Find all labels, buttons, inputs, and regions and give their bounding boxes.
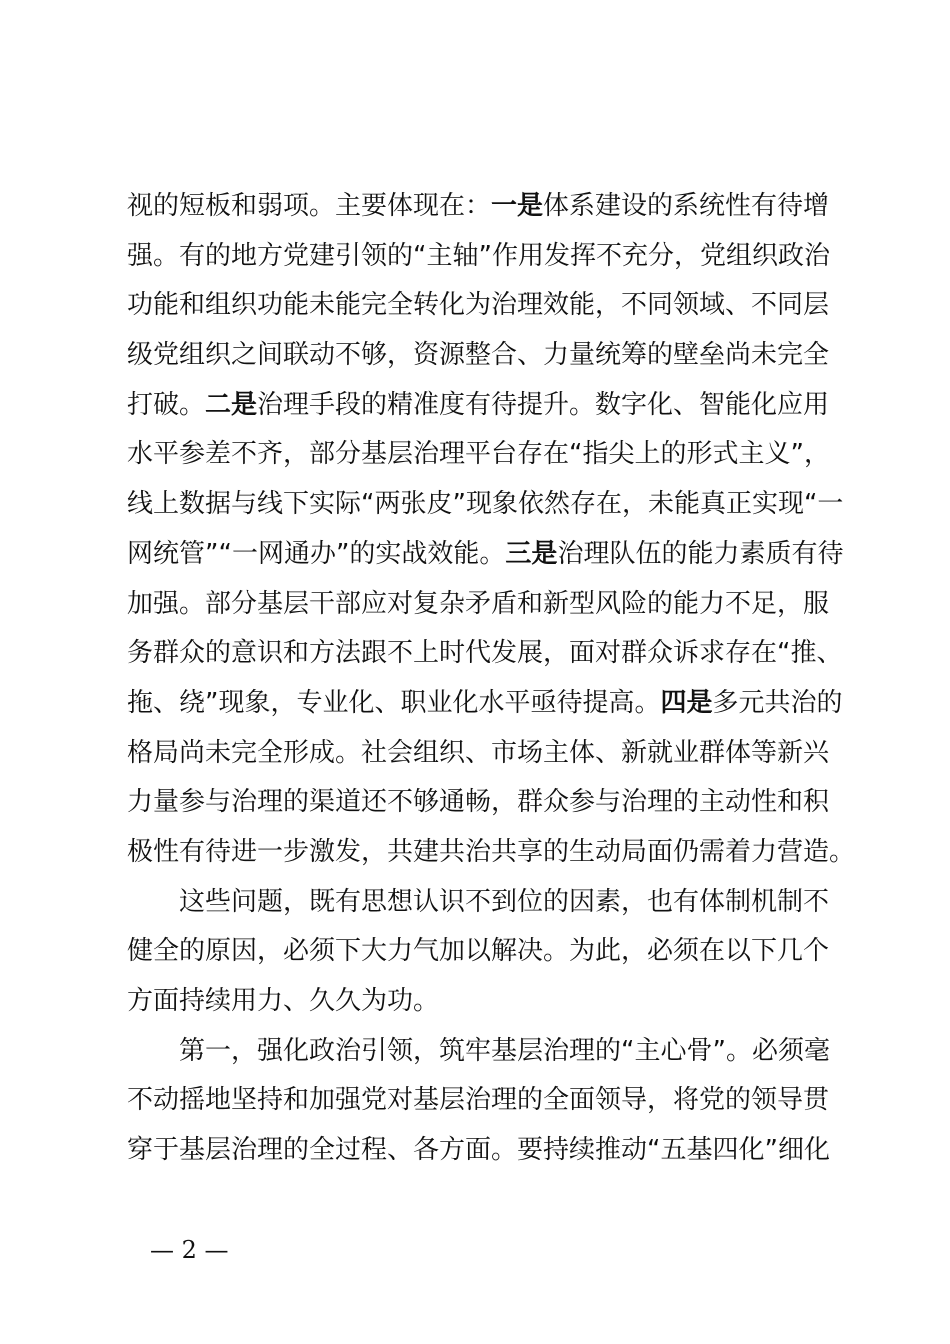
text-segment: 水平参差不齐，部分基层治理平台存在“指尖上的形式主义”， <box>127 439 830 470</box>
text-line <box>127 480 844 530</box>
bold-text-segment: 一是 <box>491 191 544 221</box>
text-segment: 第一，强化政治引领，筑牢基层治理的“主心骨”。必须毫 <box>179 1035 830 1066</box>
page-number: — 2 — <box>150 1236 229 1264</box>
bold-text-segment: 四是 <box>660 687 713 718</box>
bold-text-segment: 三是 <box>505 538 558 569</box>
text-segment: 功能和组织功能未能完全转化为治理效能，不同领域、不同层 <box>127 290 830 321</box>
text-segment: 网统管”“一网通办”的实战效能。 <box>127 538 506 569</box>
text-segment: 强。有的地方党建引领的“主轴”作用发挥不充分，党组织政治 <box>127 240 830 271</box>
text-line <box>127 430 833 480</box>
text-segment: 级党组织之间联动不够，资源整合、力量统筹的壁垒尚未完全 <box>127 340 830 371</box>
text-segment: 体系建设的系统性有待增 <box>543 191 830 221</box>
text-line <box>127 927 833 977</box>
text-line <box>127 778 833 828</box>
document-body <box>127 182 856 1176</box>
text-line <box>127 281 833 331</box>
text-segment: 加强。部分基层干部应对复杂矛盾和新型风险的能力不足，服 <box>127 588 830 619</box>
text-line <box>127 182 833 232</box>
text-line <box>127 530 844 580</box>
text-segment: 健全的原因，必须下大力气加以解决。为此，必须在以下几个 <box>127 936 830 967</box>
text-segment: 视的短板和弱项。主要体现在： <box>127 191 492 221</box>
text-segment: 方面持续用力、久久为功。 <box>127 986 440 1016</box>
text-line <box>127 629 843 679</box>
text-segment: 治理手段的精准度有待提升。数字化、智能化应用 <box>257 389 830 420</box>
text-line <box>127 977 833 1027</box>
text-segment: 穿于基层治理的全过程、各方面。要持续推动“五基四化”细化 <box>127 1135 830 1166</box>
text-segment: 这些问题，既有思想认识不到位的因素，也有体制机制不 <box>179 886 830 917</box>
text-line <box>127 1126 833 1176</box>
bold-text-segment: 二是 <box>205 389 258 420</box>
text-line <box>127 878 833 928</box>
text-segment: 线上数据与线下实际“两张皮”现象依然存在，未能真正实现“一 <box>127 489 844 520</box>
text-segment: 力量参与治理的渠道还不够通畅，群众参与治理的主动性和积 <box>127 787 830 818</box>
text-segment: 格局尚未完全形成。社会组织、市场主体、新就业群体等新兴 <box>127 737 830 768</box>
text-segment: 务群众的意识和方法跟不上时代发展，面对群众诉求存在“推、 <box>127 638 843 669</box>
text-line <box>127 828 856 878</box>
text-line <box>127 1027 833 1077</box>
text-line <box>127 381 833 431</box>
text-segment: 多元共治的 <box>712 687 843 718</box>
text-segment: 拖、绕”现象，专业化、职业化水平亟待提高。 <box>127 687 661 718</box>
text-segment: 极性有待进一步激发，共建共治共享的生动局面仍需着力营造。 <box>127 836 856 867</box>
text-line <box>127 729 833 779</box>
text-line <box>127 580 833 630</box>
text-segment: 打破。 <box>127 389 206 420</box>
text-line <box>127 331 833 381</box>
text-line <box>127 679 843 729</box>
text-segment: 治理队伍的能力素质有待 <box>557 538 844 569</box>
text-segment: 不动摇地坚持和加强党对基层治理的全面领导，将党的领导贯 <box>127 1085 830 1116</box>
text-line <box>127 1076 833 1126</box>
text-line <box>127 232 833 282</box>
